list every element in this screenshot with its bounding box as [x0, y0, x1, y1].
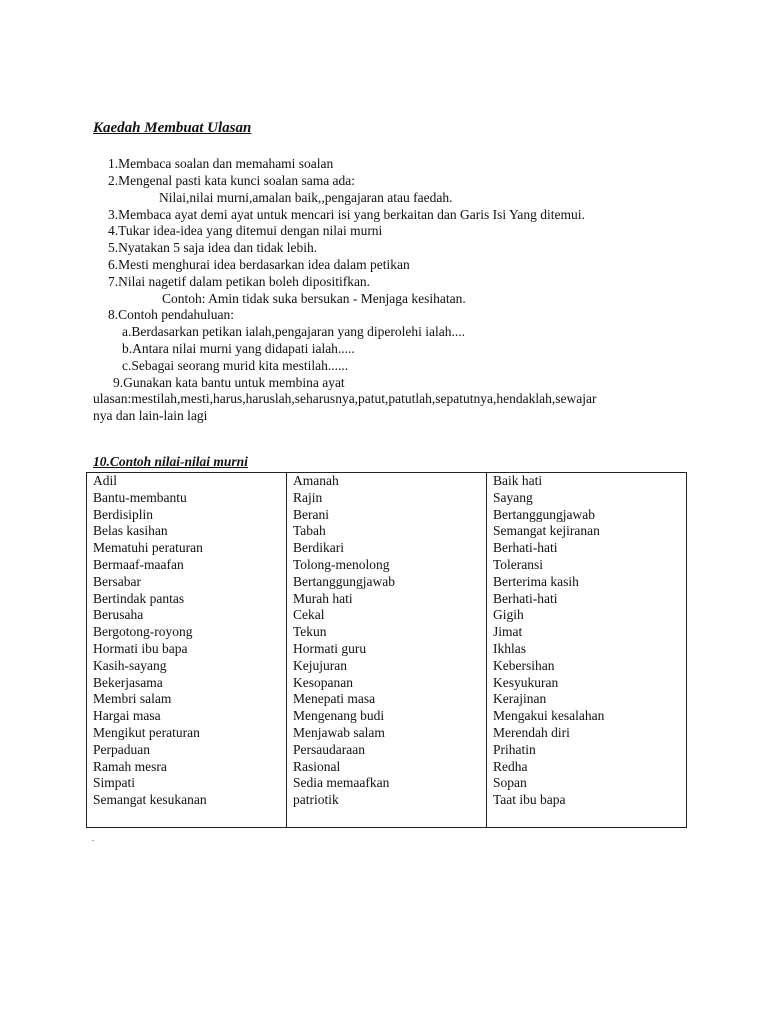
table-cell: Menepati masa [293, 691, 376, 707]
table-cell: Bertindak pantas [93, 590, 185, 606]
table-cell: Kesyukuran [493, 674, 559, 690]
table-cell: Bergotong-royong [93, 624, 193, 640]
table-title: 10.Contoh nilai-nilai murni [93, 454, 248, 469]
step-2-detail: Nilai,nilai murni,amalan baik,,pengajaran atau faedah. [159, 190, 453, 205]
table-cell: Mengakui kesalahan [493, 708, 605, 724]
step-3: 3.Membaca ayat demi ayat untuk mencari isi yang berkaitan dan Garis Isi Yang ditemui. [108, 207, 585, 222]
table-cell: Prihatin [493, 741, 536, 757]
table-cell: Kebersihan [493, 657, 555, 673]
table-cell: Semangat kesukanan [93, 792, 207, 808]
table-cell: Ikhlas [493, 640, 526, 656]
table-cell: Hargai masa [93, 708, 161, 724]
table-cell: Bertanggungjawab [293, 573, 395, 589]
table-cell: Mengikut peraturan [93, 724, 200, 740]
column-1-items [93, 473, 286, 809]
step-9: 9.Gunakan kata bantu untuk membina ayat [113, 375, 345, 390]
step-4: 4.Tukar idea-idea yang ditemui dengan nilai murni [108, 223, 383, 238]
table-cell: Kerajinan [493, 691, 547, 707]
step-5: 5.Nyatakan 5 saja idea dan tidak lebih. [108, 240, 318, 255]
step-1: 1.Membaca soalan dan memahami soalan [108, 156, 334, 171]
table-cell: Belas kasihan [93, 523, 168, 539]
table-cell: patriotik [293, 792, 339, 808]
table-cell: Bertanggungjawab [493, 506, 595, 522]
table-cell: Bermaaf-maafan [93, 556, 184, 572]
step-8-c: c.Sebagai seorang murid kita mestilah...... [122, 358, 349, 373]
table-cell: Persaudaraan [293, 741, 365, 757]
step-8: 8.Contoh pendahuluan: [108, 307, 234, 322]
table-cell: Berterima kasih [493, 573, 579, 589]
table-cell: Jimat [493, 624, 523, 640]
table-cell: Bersabar [93, 573, 141, 589]
table-cell: Ramah mesra [93, 758, 167, 774]
table-column-1 [87, 473, 287, 828]
step-9-continued: ulasan:mestilah,mesti,harus,haruslah,seharusnya,patut,patutlah,sepatutnya,hendaklah,sewajar [93, 391, 597, 406]
table-cell: Tekun [293, 624, 327, 640]
table-cell: Adil [93, 473, 118, 488]
table-cell: Berdikari [293, 540, 344, 556]
table-cell: Baik hati [493, 473, 543, 488]
table-cell: Sopan [493, 775, 527, 791]
table-cell: Amanah [293, 473, 339, 488]
table-cell: Mematuhi peraturan [93, 540, 203, 556]
table-cell: Rasional [293, 758, 341, 774]
table-cell: Tabah [293, 523, 326, 539]
table-cell: Simpati [93, 775, 136, 791]
table-cell: Berdisiplin [93, 506, 153, 522]
table-cell: Membri salam [93, 691, 172, 707]
table-cell: Merendah diri [493, 724, 570, 740]
table-cell: Gigih [493, 607, 524, 623]
table-cell: Berusaha [93, 607, 144, 623]
table-cell: Perpaduan [93, 741, 150, 757]
step-9-end: nya dan lain-lain lagi [93, 408, 208, 423]
table-cell: Hormati ibu bapa [93, 640, 188, 656]
table-cell: Mengenang budi [293, 708, 385, 724]
table-column-3 [487, 473, 687, 828]
table-cell: Kesopanan [293, 674, 353, 690]
table-cell: Rajin [293, 489, 323, 505]
column-3-items [493, 473, 686, 809]
table-cell: Berhati-hati [493, 540, 558, 556]
footer-mark: . [92, 834, 94, 843]
step-7: 7.Nilai nagetif dalam petikan boleh dipositifkan. [108, 274, 371, 289]
values-table [86, 472, 687, 828]
table-cell: Bekerjasama [93, 674, 163, 690]
step-6: 6.Mesti menghurai idea berdasarkan idea dalam petikan [108, 257, 410, 272]
table-cell: Sedia memaafkan [293, 775, 390, 791]
table-cell: Hormati guru [293, 640, 367, 656]
step-7-example: Contoh: Amin tidak suka bersukan - Menjaga kesihatan. [162, 291, 466, 306]
table-column-2 [287, 473, 487, 828]
table-cell: Berani [293, 506, 329, 522]
table-cell: Menjawab salam [293, 724, 385, 740]
table-cell: Kasih-sayang [93, 657, 167, 673]
table-cell: Sayang [493, 489, 533, 505]
step-8-b: b.Antara nilai murni yang didapati ialah..... [122, 341, 355, 356]
table-cell: Taat ibu bapa [493, 792, 566, 808]
step-8-a: a.Berdasarkan petikan ialah,pengajaran yang diperolehi ialah.... [122, 324, 465, 339]
table-cell: Bantu-membantu [93, 489, 187, 505]
table-cell: Murah hati [293, 590, 353, 606]
table-cell: Redha [493, 758, 528, 774]
table-cell: Kejujuran [293, 657, 347, 673]
table-cell: Tolong-menolong [293, 556, 390, 572]
table-cell: Cekal [293, 607, 325, 623]
table-cell: Semangat kejiranan [493, 523, 600, 539]
table-cell: Toleransi [493, 556, 544, 572]
table-cell: Berhati-hati [493, 590, 558, 606]
column-2-items [293, 473, 486, 809]
step-2: 2.Mengenal pasti kata kunci soalan sama ada: [108, 173, 356, 188]
page-title: Kaedah Membuat Ulasan [93, 120, 252, 136]
